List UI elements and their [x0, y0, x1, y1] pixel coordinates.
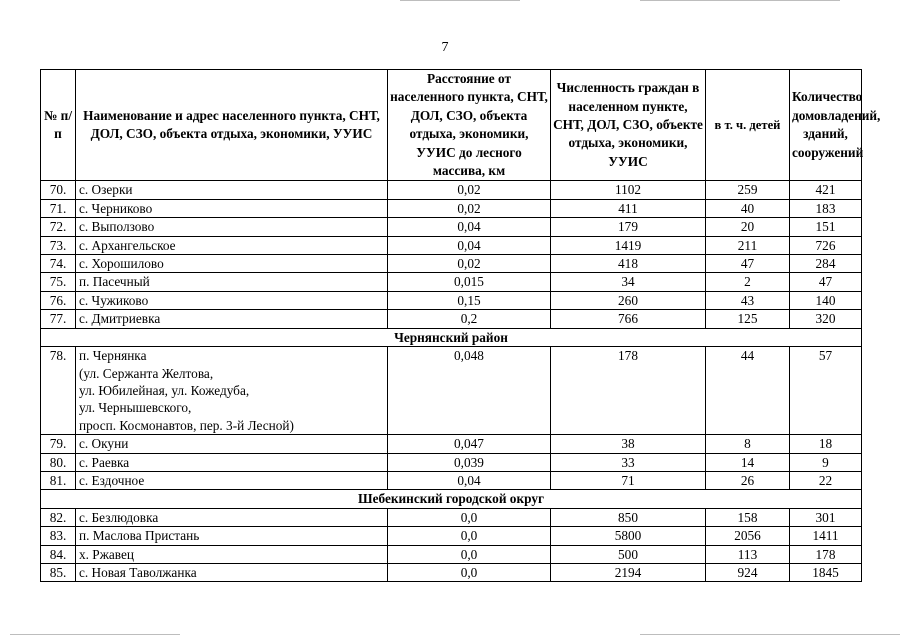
children-value: 2	[706, 273, 790, 291]
buildings-value: 1411	[790, 527, 862, 545]
population-value: 2194	[551, 563, 706, 581]
settlement-name-multiline	[76, 347, 388, 435]
buildings-value: 18	[790, 435, 862, 453]
children-value: 47	[706, 255, 790, 273]
children-value: 2056	[706, 527, 790, 545]
header-children: в т. ч. детей	[706, 70, 790, 181]
children-value: 924	[706, 563, 790, 581]
header-name: Наименование и адрес населенного пункта, СНТ, ДОЛ, СЗО, объекта отдыха, экономики, УУИС	[76, 70, 388, 181]
address-line: ул. Юбилейная, ул. Кожедуба,	[79, 382, 250, 398]
scan-edge-top	[400, 0, 520, 1]
settlement-name: с. Дмитриевка	[76, 310, 388, 328]
settlement-name: с. Черниково	[76, 199, 388, 217]
address-line: просп. Космонавтов, пер. 3-й Лесной)	[79, 417, 294, 433]
settlement-name: с. Раевка	[76, 453, 388, 471]
settlement-name: с. Озерки	[76, 181, 388, 199]
children-value: 20	[706, 218, 790, 236]
children-value: 26	[706, 471, 790, 489]
row-number: 82.	[41, 508, 76, 526]
row-number: 73.	[41, 236, 76, 254]
distance-value: 0,15	[388, 291, 551, 309]
settlement-name: х. Ржавец	[76, 545, 388, 563]
children-value: 259	[706, 181, 790, 199]
row-number: 71.	[41, 199, 76, 217]
distance-value: 0,0	[388, 508, 551, 526]
distance-value: 0,02	[388, 255, 551, 273]
population-value: 850	[551, 508, 706, 526]
distance-value: 0,04	[388, 471, 551, 489]
buildings-value: 178	[790, 545, 862, 563]
settlement-name: с. Чужиково	[76, 291, 388, 309]
table-row	[41, 218, 862, 236]
distance-value: 0,0	[388, 545, 551, 563]
population-value: 766	[551, 310, 706, 328]
buildings-value: 301	[790, 508, 862, 526]
table-row	[41, 273, 862, 291]
table-row	[41, 291, 862, 309]
buildings-value: 183	[790, 199, 862, 217]
row-number: 76.	[41, 291, 76, 309]
population-value: 418	[551, 255, 706, 273]
buildings-value: 47	[790, 273, 862, 291]
row-number: 70.	[41, 181, 76, 199]
settlement-name: с. Выползово	[76, 218, 388, 236]
row-number: 77.	[41, 310, 76, 328]
distance-value: 0,039	[388, 453, 551, 471]
buildings-value: 1845	[790, 563, 862, 581]
population-value: 179	[551, 218, 706, 236]
row-number: 78.	[41, 347, 76, 435]
scan-edge-bottom	[10, 634, 180, 635]
address-line: ул. Чернышевского,	[79, 400, 192, 416]
row-number: 81.	[41, 471, 76, 489]
row-number: 75.	[41, 273, 76, 291]
population-value: 71	[551, 471, 706, 489]
children-value: 44	[706, 347, 790, 435]
distance-value: 0,02	[388, 199, 551, 217]
section-row	[41, 490, 862, 508]
header-distance: Расстояние от населенного пункта, СНТ, ДОЛ, СЗО, объекта отдыха, экономики, УУИС до лесного массива, км	[388, 70, 551, 181]
distance-value: 0,04	[388, 218, 551, 236]
table-row	[41, 347, 862, 435]
section-title-shebekinsky: Шебекинский городской округ	[41, 490, 862, 508]
buildings-value: 140	[790, 291, 862, 309]
population-value: 1419	[551, 236, 706, 254]
children-value: 40	[706, 199, 790, 217]
section-row	[41, 328, 862, 346]
population-value: 33	[551, 453, 706, 471]
table-row	[41, 545, 862, 563]
population-value: 38	[551, 435, 706, 453]
header-buildings: Количество домовладений, зданий, сооружений	[790, 70, 862, 181]
population-value: 1102	[551, 181, 706, 199]
table-row	[41, 181, 862, 199]
address-line: п. Чернянка	[79, 348, 147, 364]
settlement-name: с. Ездочное	[76, 471, 388, 489]
children-value: 43	[706, 291, 790, 309]
distance-value: 0,04	[388, 236, 551, 254]
row-number: 85.	[41, 563, 76, 581]
distance-value: 0,047	[388, 435, 551, 453]
settlement-name: с. Безлюдовка	[76, 508, 388, 526]
row-number: 80.	[41, 453, 76, 471]
table-row	[41, 236, 862, 254]
settlement-name: с. Новая Таволжанка	[76, 563, 388, 581]
section-title-chernyansky: Чернянский район	[41, 328, 862, 346]
distance-value: 0,2	[388, 310, 551, 328]
population-value: 500	[551, 545, 706, 563]
header-population: Численность граждан в населенном пункте, СНТ, ДОЛ, СЗО, объекте отдыха, экономики, УУИС	[551, 70, 706, 181]
row-number: 74.	[41, 255, 76, 273]
buildings-value: 151	[790, 218, 862, 236]
distance-value: 0,048	[388, 347, 551, 435]
children-value: 158	[706, 508, 790, 526]
table-row	[41, 453, 862, 471]
distance-value: 0,0	[388, 527, 551, 545]
children-value: 113	[706, 545, 790, 563]
row-number: 79.	[41, 435, 76, 453]
population-value: 178	[551, 347, 706, 435]
table-row	[41, 508, 862, 526]
settlement-name: п. Маслова Пристань	[76, 527, 388, 545]
row-number: 72.	[41, 218, 76, 236]
table-row	[41, 199, 862, 217]
settlements-table	[40, 69, 881, 582]
row-number: 83.	[41, 527, 76, 545]
table-row	[41, 563, 862, 581]
children-value: 211	[706, 236, 790, 254]
buildings-value: 57	[790, 347, 862, 435]
distance-value: 0,02	[388, 181, 551, 199]
buildings-value: 421	[790, 181, 862, 199]
scan-edge-top-right	[640, 0, 840, 1]
settlement-name: с. Хорошилово	[76, 255, 388, 273]
distance-value: 0,015	[388, 273, 551, 291]
buildings-value: 320	[790, 310, 862, 328]
settlement-name: с. Архангельское	[76, 236, 388, 254]
table-row	[41, 310, 862, 328]
scan-edge-bottom-right	[640, 634, 900, 635]
buildings-value: 22	[790, 471, 862, 489]
population-value: 34	[551, 273, 706, 291]
children-value: 14	[706, 453, 790, 471]
population-value: 5800	[551, 527, 706, 545]
buildings-value: 726	[790, 236, 862, 254]
table-row	[41, 471, 862, 489]
distance-value: 0,0	[388, 563, 551, 581]
children-value: 125	[706, 310, 790, 328]
children-value: 8	[706, 435, 790, 453]
table-row	[41, 527, 862, 545]
settlement-name: п. Пасечный	[76, 273, 388, 291]
header-num: № п/п	[41, 70, 76, 181]
buildings-value: 284	[790, 255, 862, 273]
header-row	[41, 70, 862, 181]
row-number: 84.	[41, 545, 76, 563]
address-line: (ул. Сержанта Желтова,	[79, 365, 214, 381]
table-row	[41, 255, 862, 273]
buildings-value: 9	[790, 453, 862, 471]
table-row	[41, 435, 862, 453]
settlement-name: с. Окуни	[76, 435, 388, 453]
population-value: 411	[551, 199, 706, 217]
page-number: 7	[441, 40, 449, 55]
population-value: 260	[551, 291, 706, 309]
